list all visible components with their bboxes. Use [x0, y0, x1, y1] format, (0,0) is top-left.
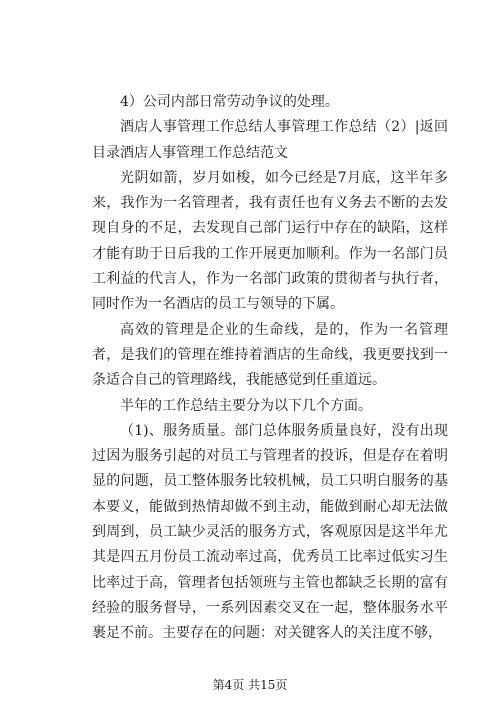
document-body [92, 90, 448, 647]
paragraph-labor-disputes: 4）公司内部日常劳动争议的处理。 [120, 94, 339, 110]
paragraph-management: 高效的管理是企业的生命线，是的，作为一名管理者，是我们的管理在维持着酒店的生命线，我更要找到一条适合自己的管理路线，我能感觉到任重道远。 [92, 321, 448, 389]
paragraph-intro: 光阴如箭，岁月如梭，如今已经是7月底，这半年多来，我作为一名管理者，我有责任也有义务去不断的去发现自身的不足，去发现自己部门运行中存在的缺陷，这样才能有助于日后我的工作开展更加顺利。作为一名部门员工利益的代言人，作为一名部门政策的贯彻者与执行者，同时作为一名酒店的员工与领导的下属。 [92, 169, 448, 313]
paragraph-summary-aspects: 半年的工作总结主要分为以下几个方面。 [120, 397, 372, 414]
paragraph-section-heading: 酒店人事管理工作总结人事管理工作总结（2）|返回目录酒店人事管理工作总结范文 [92, 119, 448, 161]
page-footer: 第4页 共15页 [212, 678, 288, 692]
paragraph-service-quality: （1)、服务质量。部门总体服务质量良好，没有出现过因为服务引起的对员工与管理者的投诉，但是存在着明显的问题，员工整体服务比较机械，员工只明白服务的基本要义，能做到热情却做不到主动，能做到耐心却无法做到周到，员工缺少灵活的服务方式，客观原因是这半年尤其是四五月份员工流动率过高，优秀员工比率过低实习生比率过于高，管理者包括领班与主管也都缺乏长期的富有经验的服务督导，一系列因素交叉在一起，整体服务水平裹足不前。主要存在的问题：对关键客人的关注度不够， [92, 422, 448, 642]
